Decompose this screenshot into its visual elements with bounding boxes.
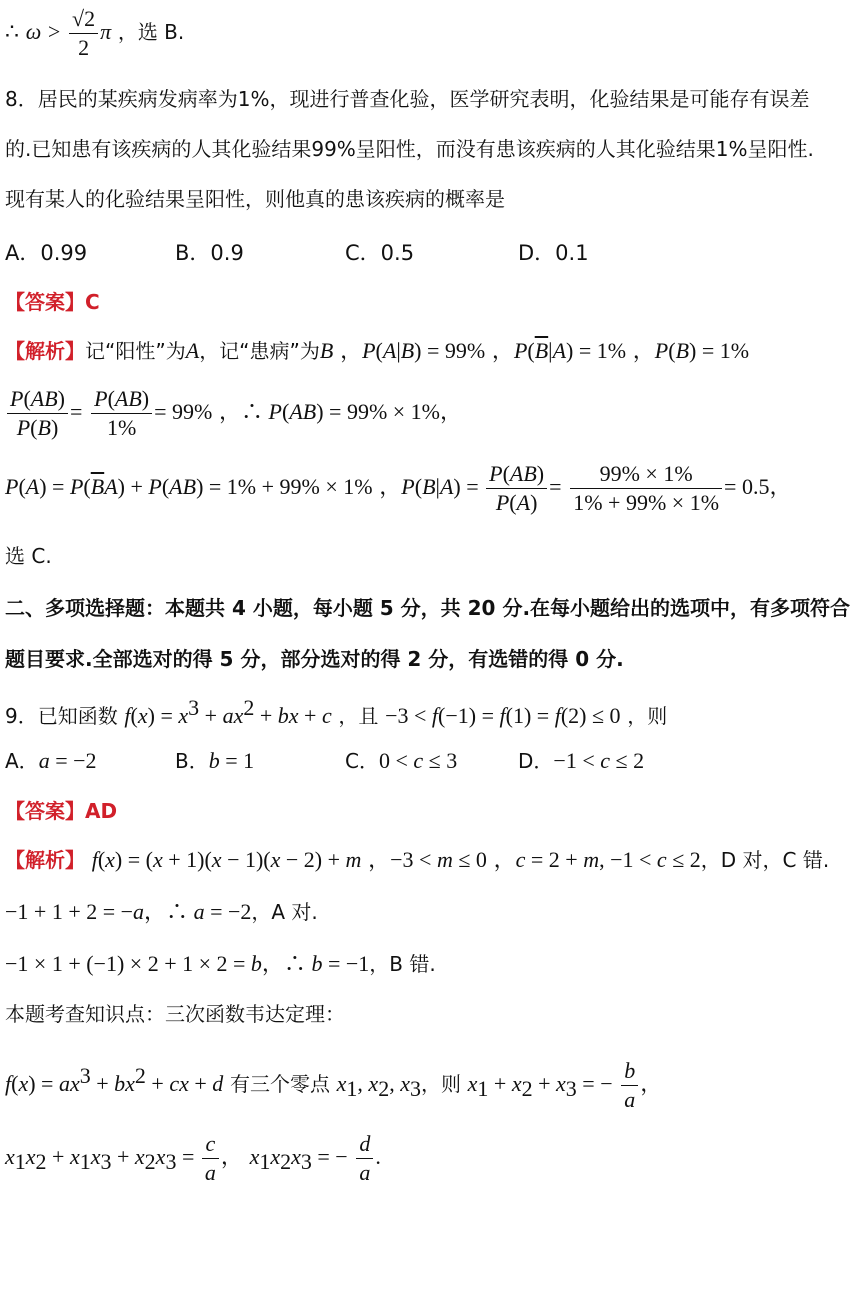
analysis-text: 记“阳性”为	[85, 339, 186, 363]
q9-option-b-label: B．	[175, 749, 209, 773]
q9-stem-prefix: 9．已知函数	[5, 704, 118, 728]
q8-analysis-3: $P(A) = P(\overline{B}A) + P(AB) = 1\% + 99\% \times 1\%$ ，P(B|A) = $\frac{P(AB)}{P(A)}$ = $\frac{99\% \times 1\%}{1\% + 99\% \times 1\%}$ = 0.5，	[5, 461, 792, 515]
section2-header-1: 二、多项选择题：本题共 4 小题，每小题 5 分，共 20 分.在每小题给出的选项中，有多项符合	[5, 596, 850, 620]
q9-option-c-label: C．	[345, 749, 379, 773]
q9-b-wrong-text: ，B 错.	[369, 952, 436, 976]
q9-option-d: D．−1 < c ≤ 2	[518, 748, 645, 773]
answer-value: C	[85, 290, 100, 314]
q9-answer	[5, 797, 117, 825]
q9-vieta-2: $x_1x_2 + x_1x_3 + x_2x_3$ = $\frac{c}{a}$ ， $x_1x_2x_3$ = − $\frac{d}{a}$ .	[5, 1131, 381, 1185]
q9-analysis-1: 【解析】 f(x) = (x + 1)(x − 1)(x − 2) + m ，−3 < m ≤ 0 ，c = 2 + m, −1 < c ≤ 2，D 对，C 错.	[5, 847, 830, 872]
q8-stem-1: 8．居民的某疾病发病率为1%，现进行普查化验，医学研究表明，化验结果是可能存有误差	[5, 87, 810, 111]
analysis-tag: 【解析】	[5, 339, 85, 363]
q9-stem: 9．已知函数 $f(x) = x^3 + ax^2$ + bx + c ，且 −3 < f(−1) = f(1) = f(2) ≤ 0 ，则	[5, 695, 668, 728]
answer-tag: 【答案】	[5, 799, 85, 823]
top-conclusion: ∴ ω > $\frac{√2}{2}$ π ，选 B.	[5, 6, 185, 60]
q9-analysis-2: −1 + 1 + 2 = −a，∴ a = −2，A 对.	[5, 899, 318, 924]
q8-stem-2: 的.已知患有该疾病的人其化验结果99%呈阳性，而没有患该疾病的人其化验结果1%呈阳性.	[5, 137, 814, 161]
q9-then: ，则	[420, 1072, 461, 1096]
q9-stem-tail: ，则	[627, 704, 668, 728]
q8-option-d: D．0.1	[518, 241, 589, 265]
q8-option-a: A．0.99	[5, 241, 88, 265]
q9-option-a: A．a = −2	[5, 748, 97, 773]
q8-stem-3: 现有某人的化验结果呈阳性，则他真的患该疾病的概率是	[5, 187, 505, 211]
q9-three-zeros: 有三个零点	[229, 1072, 330, 1096]
q9-knowledge: 本题考查知识点：三次函数韦达定理：	[5, 1002, 345, 1026]
q9-option-a-label: A．	[5, 749, 39, 773]
answer-value: AD	[85, 799, 118, 823]
q9-analysis-3: −1 × 1 + (−1) × 2 + 1 × 2 = b，∴ b = −1，B 错.	[5, 951, 436, 976]
q8-analysis-1: 【解析】记“阳性”为A，记“患病”为B ，P(A|B) = 99% ，$P(\overline{B}|A) = 1\%$ ，P(B) = 1%	[5, 338, 750, 363]
analysis-tag: 【解析】	[5, 848, 85, 872]
q9-option-b: B．b = 1	[175, 748, 255, 773]
q8-option-c: C．0.5	[345, 241, 415, 265]
q9-option-c: C．0 < c ≤ 3	[345, 748, 458, 773]
q9-option-d-label: D．	[518, 749, 554, 773]
q8-choose: 选 C.	[5, 544, 52, 568]
q8-answer	[5, 288, 100, 316]
q9-stem-mid: ，且	[338, 704, 379, 728]
q8-analysis-2: $\frac{P(AB)}{P(B)}$ = $\frac{P(AB)}{1\%}$ = 99% ，∴ P(AB) = 99% × 1%，	[5, 385, 462, 442]
q8-option-b: B．0.9	[175, 241, 244, 265]
section2-header-2: 题目要求.全部选对的得 5 分，部分选对的得 2 分，有选错的得 0 分.	[5, 647, 624, 671]
q9-dc-text: ，D 对，C 错.	[700, 848, 830, 872]
analysis-text-2: ，记“患病”为	[199, 339, 320, 363]
top-tail: ，选 B.	[117, 20, 185, 44]
answer-tag: 【答案】	[5, 290, 85, 314]
q9-a-ok-text: ，A 对.	[251, 900, 318, 924]
q9-vieta-1: $f(x) = ax^3 + bx^2$ + cx + d 有三个零点 $x_1$, $x_2$, $x_3$，则 $x_1 + x_2 + x_3$ = − $\frac{b}{a}$ ，	[5, 1058, 663, 1112]
